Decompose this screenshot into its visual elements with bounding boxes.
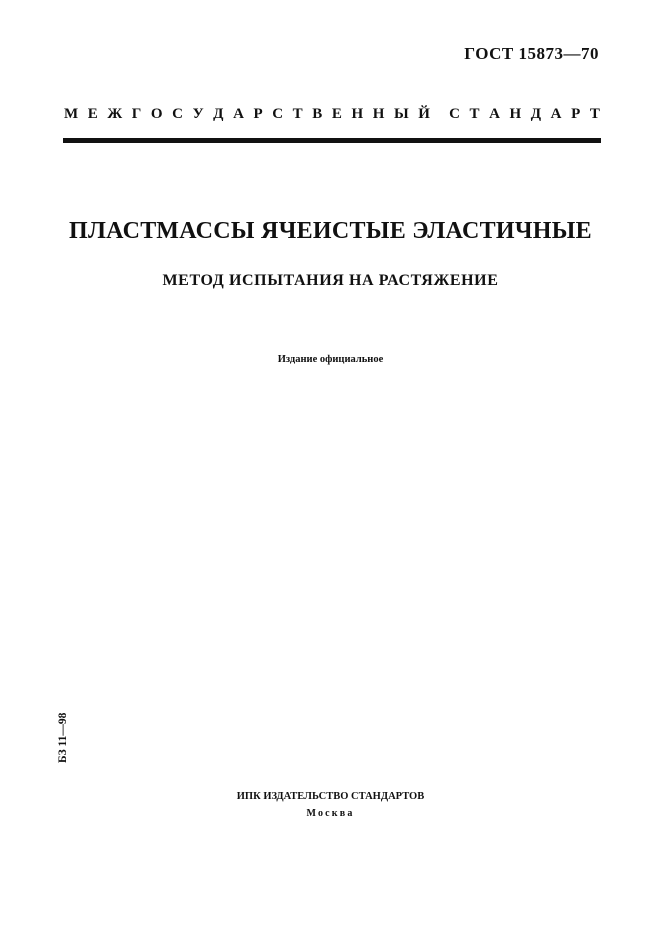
heading-letter: Р [571,106,581,122]
heading-letter: Д [530,106,542,122]
heading-letter: Н [372,106,385,122]
heading-letter: Т [292,106,303,122]
side-code: БЗ 11—98 [57,712,69,763]
heading-letter: Д [213,106,224,122]
publisher-city: Москва [306,808,355,819]
heading-letter: Р [253,106,263,122]
heading-letter: У [192,106,204,122]
heading-letter: Е [87,106,98,122]
heading-letter: Н [509,106,522,122]
heading-letter: А [233,106,244,122]
page-subtitle: МЕТОД ИСПЫТАНИЯ НА РАСТЯЖЕНИЕ [162,272,499,289]
heading-letter: А [550,106,562,122]
heading-letter: Й [418,106,430,122]
heading-letter: Г [131,106,142,122]
heading-letter: Е [331,106,342,122]
heading-letter: В [312,106,323,122]
header-divider [63,138,601,143]
interstate-standard-heading [64,104,600,124]
edition-note: Издание официальное [277,354,384,365]
heading-letter: Н [351,106,364,122]
publisher-name: ИПК ИЗДАТЕЛЬСТВО СТАНДАРТОВ [236,791,425,802]
heading-letter: Ж [107,106,123,122]
heading-letter: О [150,106,163,122]
heading-letter: С [449,106,460,122]
heading-letter: С [272,106,284,122]
heading-letter: Т [589,106,600,122]
heading-letter: С [172,106,183,122]
page-title: ПЛАСТМАССЫ ЯЧЕИСТЫЕ ЭЛАСТИЧНЫЕ [69,218,592,244]
heading-letter: М [64,106,79,122]
heading-letter: А [489,106,500,122]
document-number: ГОСТ 15873—70 [464,44,599,63]
heading-letter: Ы [393,106,409,122]
heading-letter: Т [469,106,480,122]
